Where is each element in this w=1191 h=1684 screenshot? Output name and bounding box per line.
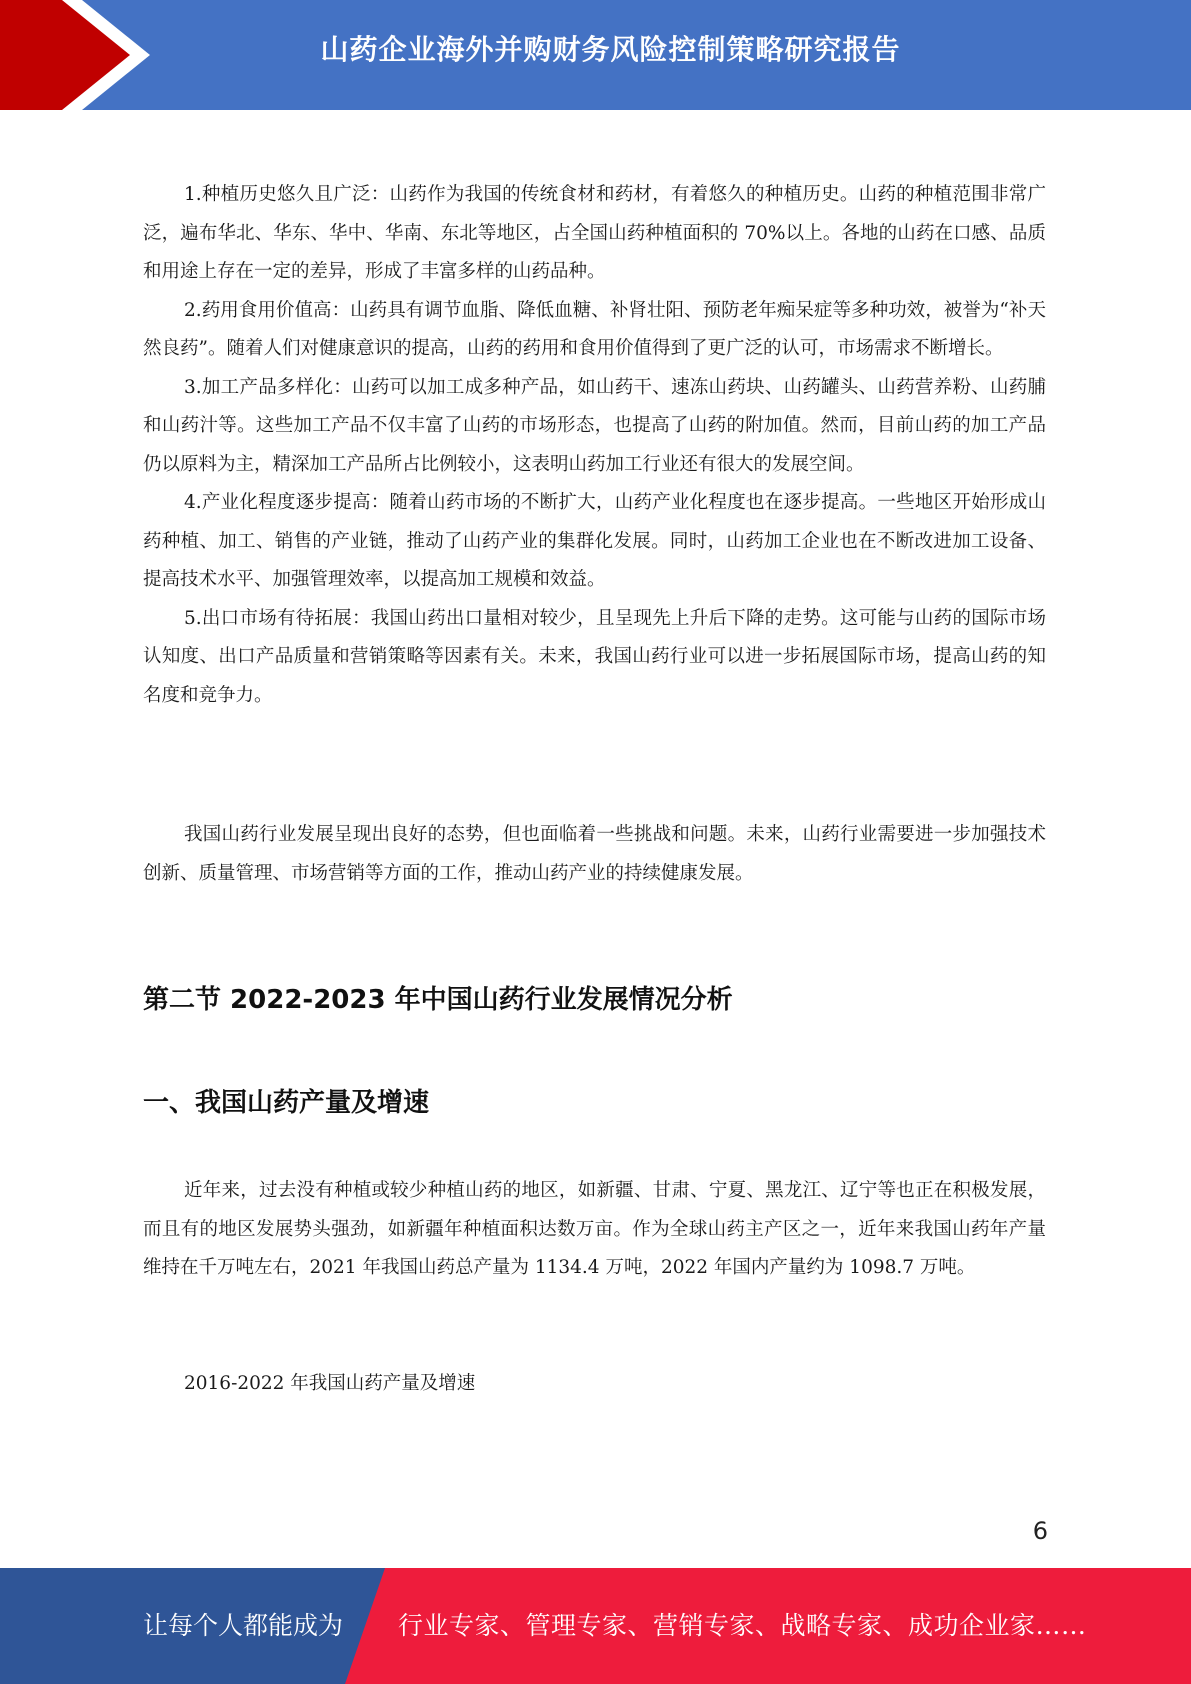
subsection-heading: 一、我国山药产量及增速 [143, 1088, 430, 1118]
production-paragraph: 近年来，过去没有种植或较少种植山药的地区，如新疆、甘肃、宁夏、黑龙江、辽宁等也正在积极发展，而且有的地区发展势头强劲，如新疆年种植面积达数万亩。作为全球山药主产区之一，近年来我国山药年产量维持在千万吨左右，2021 年我国山药总产量为 1134.4 万吨，2022 年国内产量约为 1098.7 万吨。 [143, 1180, 1046, 1278]
figure-caption: 2016-2022 年我国山药产量及增速 [184, 1373, 476, 1394]
paragraph-medicinal-value: 2.药用食用价值高：山药具有调节血脂、降低血糖、补肾壮阳、预防老年痴呆症等多种功效，被誉为“补天然良药”。随着人们对健康意识的提高，山药的药用和食用价值得到了更广泛的认可，市场需求不断增长。 [143, 299, 1046, 359]
footer-slogan-right: 行业专家、管理专家、营销专家、战略专家、成功企业家…… [398, 1611, 1087, 1640]
footer-banner [0, 1568, 1191, 1684]
summary-block [143, 816, 1046, 893]
summary-paragraph: 我国山药行业发展呈现出良好的态势，但也面临着一些挑战和问题。未来，山药行业需要进一步加强技术创新、质量管理、市场营销等方面的工作，推动山药产业的持续健康发展。 [143, 824, 1046, 884]
header-banner [0, 0, 1191, 110]
production-block [143, 1172, 1046, 1288]
section-heading: 第二节 2022-2023 年中国山药行业发展情况分析 [143, 985, 733, 1015]
report-title: 山药企业海外并购财务风险控制策略研究报告 [320, 33, 901, 66]
paragraph-export-market: 5.出口市场有待拓展：我国山药出口量相对较少，且呈现先上升后下降的走势。这可能与山药的国际市场认知度、出口产品质量和营销策略等因素有关。未来，我国山药行业可以进一步拓展国际市场，提高山药的知名度和竞争力。 [143, 607, 1046, 706]
industry-characteristics [143, 176, 1046, 715]
paragraph-planting-history: 1.种植历史悠久且广泛：山药作为我国的传统食材和药材，有着悠久的种植历史。山药的种植范围非常广泛，遍布华北、华东、华中、华南、东北等地区，占全国山药种植面积的 70%以上。各地的山药在口感、品质和用途上存在一定的差异，形成了丰富多样的山药品种。 [143, 184, 1046, 282]
footer-slogan-left: 让每个人都能成为 [143, 1611, 344, 1640]
page-number: 6 [1032, 1517, 1048, 1545]
paragraph-industrialization: 4.产业化程度逐步提高：随着山药市场的不断扩大，山药产业化程度也在逐步提高。一些地区开始形成山药种植、加工、销售的产业链，推动了山药产业的集群化发展。同时，山药加工企业也在不断改进加工设备、提高技术水平、加强管理效率，以提高加工规模和效益。 [143, 492, 1046, 590]
paragraph-processed-products: 3.加工产品多样化：山药可以加工成多种产品，如山药干、速冻山药块、山药罐头、山药营养粉、山药脯和山药汁等。这些加工产品不仅丰富了山药的市场形态，也提高了山药的附加值。然而，目前山药的加工产品仍以原料为主，精深加工产品所占比例较小，这表明山药加工行业还有很大的发展空间。 [143, 376, 1046, 475]
